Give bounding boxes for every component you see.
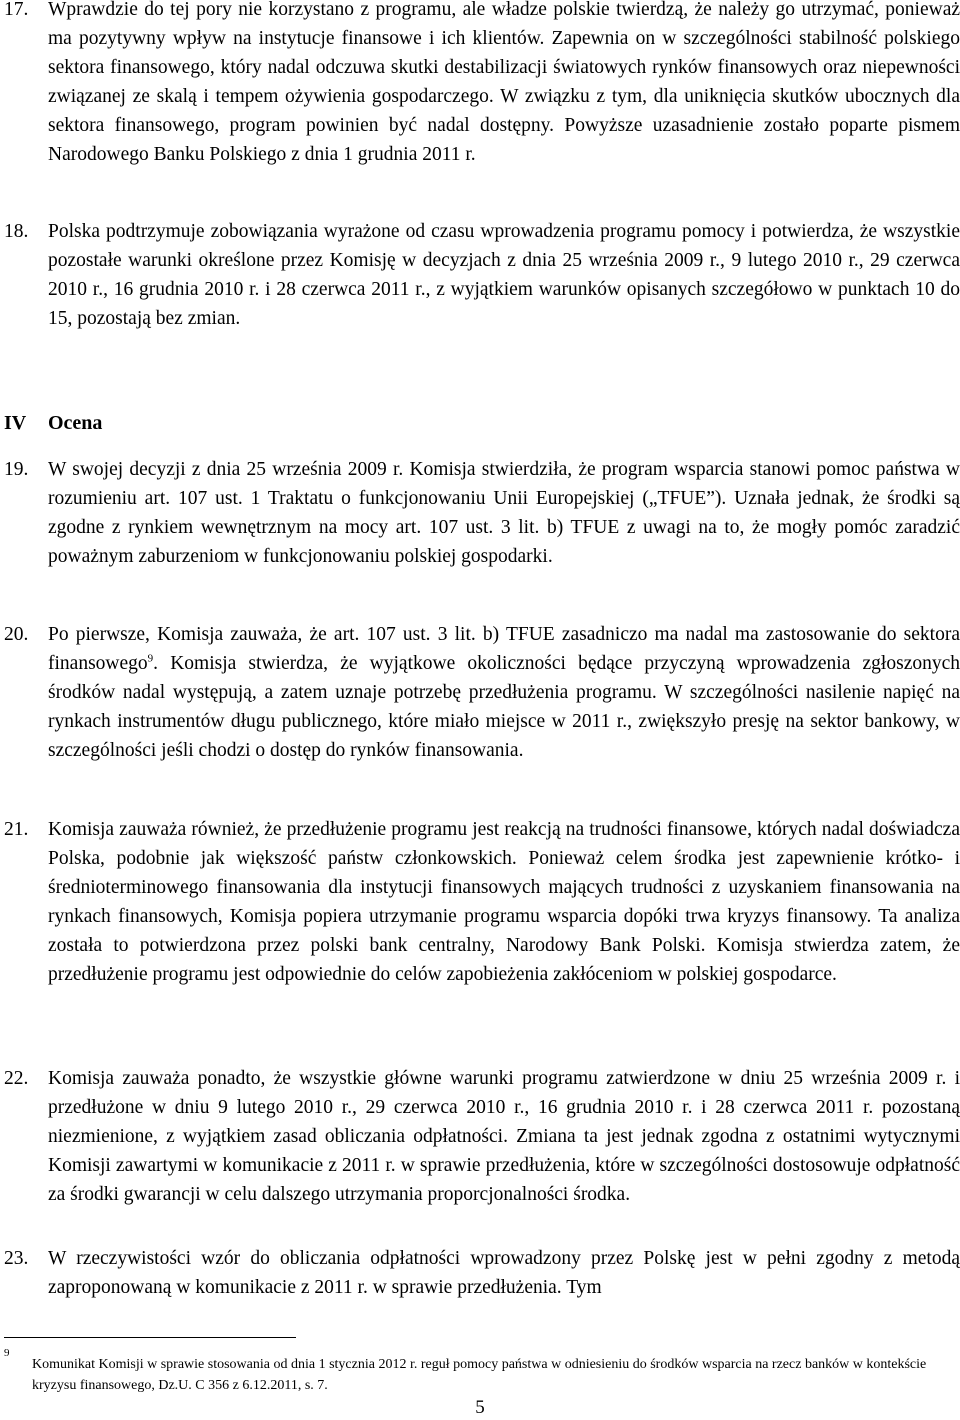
section-heading (4, 409, 102, 437)
paragraph-number: 20. (4, 624, 29, 645)
paragraph-number: 18. (4, 221, 29, 242)
paragraph-number: 21. (4, 819, 29, 840)
footnote-reference[interactable]: 9 (147, 652, 154, 665)
section-number: IV (4, 412, 27, 434)
paragraph-text: W rzeczywistości wzór do obliczania odpłatności wprowadzony przez Polskę jest w pełni zgodny z metodą zaproponowaną w komunikacie z 2011 r. w sprawie przedłużenia. Tym (48, 1248, 960, 1298)
paragraph-text: W swojej decyzji z dnia 25 września 2009 r. Komisja stwierdziła, że program wsparcia stanowi pomoc państwa w rozumieniu art. 107 ust. 1 Traktatu o funkcjonowaniu Unii Europejskiej („TFUE”). Uznała jednak, że środki są zgodne z rynkiem wewnętrznym na mocy art. 107 ust. 3 lit. b) TFUE z uwagi na to, że mogły pomóc zaradzić poważnym zaburzeniom w funkcjonowaniu polskiej gospodarki. (48, 459, 960, 567)
footnote-text: Komunikat Komisji w sprawie stosowania od dnia 1 stycznia 2012 r. reguł pomocy państwa w odniesieniu do środków wsparcia na rzecz banków w kontekście kryzysu finansowego, Dz.U. C 356 z 6.12.2011, s. 7. (32, 1357, 927, 1393)
paragraph-text (48, 620, 960, 765)
paragraph-number: 23. (4, 1248, 29, 1269)
paragraph-text-before-ref: Po pierwsze, Komisja zauważa, że art. 107 ust. 3 lit. b) TFUE zasadniczo ma nadal ma zastosowanie do sektora finansowego (48, 624, 960, 674)
paragraph-text: Polska podtrzymuje zobowiązania wyrażone od czasu wprowadzenia programu pomocy i potwierdza, że wszystkie pozostałe warunki określone przez Komisję w decyzjach z dnia 25 września 2009 r., 9 lutego 2010 r., 29 czerwca 2010 r., 16 grudnia 2010 r. i 28 czerwca 2011 r., z wyjątkiem warunków opisanych szczegółowo w punktach 10 do 15, pozostają bez zmian. (48, 221, 960, 329)
paragraph-number: 19. (4, 459, 29, 480)
paragraph-text: Wprawdzie do tej pory nie korzystano z programu, ale władze polskie twierdzą, że należy go utrzymać, ponieważ ma pozytywny wpływ na instytucje finansowe i ich klientów. Zapewnia on w szczególności stabilność polskiego sektora finansowego, który nadal odczuwa skutki destabilizacji światowych rynków finansowych oraz niepewności związanej ze skalą i tempem ożywienia gospodarczego. W związku z tym, dla uniknięcia skutków ubocznych dla sektora finansowego, program powinien być nadal dostępny. Powyższe uzasadnienie zostało poparte pismem Narodowego Banku Polskiego z dnia 1 grudnia 2011 r. (48, 0, 960, 165)
paragraph-number: 17. (4, 0, 29, 20)
section-title: Ocena (48, 412, 103, 434)
paragraph-text: Komisja zauważa również, że przedłużenie programu jest reakcją na trudności finansowe, których nadal doświadcza Polska, podobnie jak większość państw członkowskich. Ponieważ celem środka jest zapewnienie krótko- i średnioterminowego finansowania dla instytucji finansowych mających trudności z uzyskaniem finansowania na rynkach finansowych, Komisja popiera utrzymanie programu wsparcia dopóki trwa kryzys finansowy. Ta analiza została to potwierdzona przez polski bank centralny, Narodowy Bank Polski. Komisja stwierdza zatem, że przedłużenie programu jest odpowiednie do celów zapobieżenia zakłóceniom w polskiej gospodarce. (48, 819, 960, 985)
paragraph-text: Komisja zauważa ponadto, że wszystkie główne warunki programu zatwierdzone w dniu 25 września 2009 r. i przedłużone w dniu 9 lutego 2010 r., 29 czerwca 2010 r., 16 grudnia 2010 r. i 28 czerwca 2011 r. pozostaną niezmienione, z wyjątkiem zasad obliczania odpłatności. Zmiana ta jest jednak zgodna z ostatnimi wytycznymi Komisji zawartymi w komunikacie z 2011 r. w sprawie przedłużenia, które w szczególności dostosowuje odpłatność za środki gwarancji w celu dalszego utrzymania proporcjonalności środka. (48, 1068, 960, 1205)
footnote-number: 9 (4, 1347, 10, 1359)
page-number: 5 (475, 1397, 485, 1418)
paragraph-number: 22. (4, 1068, 29, 1089)
footnote-separator (4, 1337, 296, 1338)
paragraph-text-after-ref: . Komisja stwierdza, że wyjątkowe okoliczności będące przyczyną wprowadzenia zgłoszonych środków nadal występują, a zatem uznaje potrzebę przedłużenia programu. W szczególności nasilenie napięć na rynkach instrumentów długu publicznego, które miało miejsce w 2011 r., zwiększyło presję na sektor bankowy, w szczególności jeśli chodzi o dostęp do rynków finansowania. (48, 653, 960, 761)
